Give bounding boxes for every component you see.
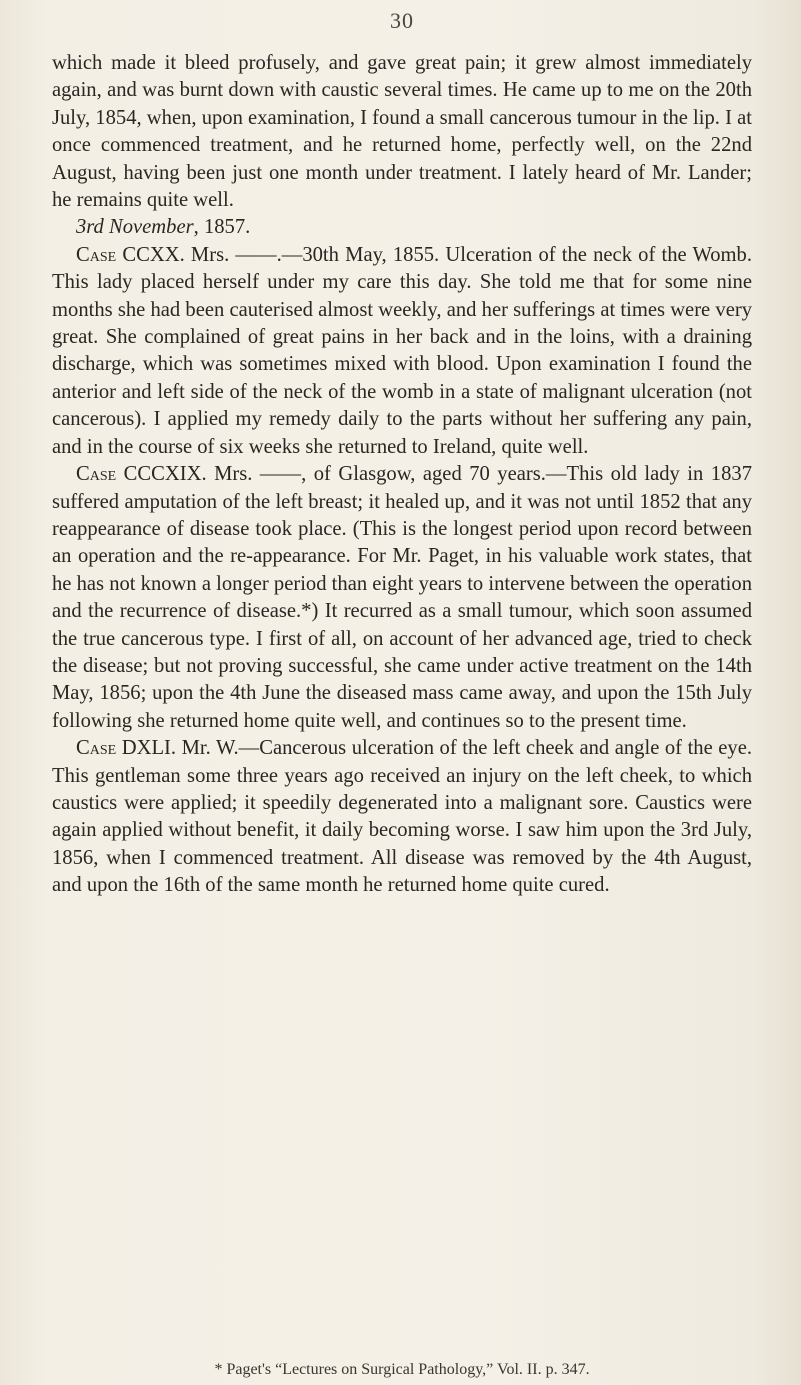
footnote: * Paget's “Lectures on Surgical Pathology,” Vol. II. p. 347. xyxy=(214,1361,590,1378)
dateline-year: , 1857. xyxy=(193,216,251,239)
case-text: Mr. W.—Cancerous ulceration of the left cheek and angle of the eye. This gentleman some three years ago received an injury on the left cheek, to which caustics were applied; it speedily degenerated into a malignant sore. Caustics were again applied without benefit, it daily becoming worse. I saw him upon the 3rd July, 1856, when I commenced treatment. All disease was removed by the 4th August, and upon the 16th of the same month he returned home quite cured. xyxy=(52,737,752,897)
case-text: Mrs. ——.—30th May, 1855. Ulceration of the neck of the Womb. This lady placed herself under my care this day. She told me that for some nine months she had been cauterised almost weekly, and her sufferings at times were very great. She complained of great pains in her back and in the loins, with a draining discharge, which was sometimes mixed with blood. Upon examination I found the anterior and left side of the neck of the womb in a state of malignant ulceration (not cancerous). I applied my remedy daily to the parts without her suffering any pain, and in the course of six weeks she returned to Ireland, quite well. xyxy=(52,243,752,458)
case-heading: Case CCCXIX. xyxy=(76,463,207,486)
case-ccxx-paragraph xyxy=(52,242,752,461)
case-heading: Case DXLI. xyxy=(76,737,177,760)
paragraph-continuation: which made it bleed profusely, and gave great pain; it grew almost immediately again, and was burnt down with caustic several times. He came up to me on the 20th July, 1854, when, upon examination, I found a small cancerous tumour in the lip. I at once commenced treatment, and he returned home, perfectly well, on the 22nd August, having been just one month under treatment. I lately heard of Mr. Lander; he remains quite well. xyxy=(52,52,752,212)
case-text: Mrs. ——, of Glasgow, aged 70 years.—This old lady in 1837 suffered amputation of the left breast; it healed up, and it was not until 1852 that any reappearance of disease took place. (This is the longest period upon record between an operation and the re-appearance. For Mr. Paget, in his valuable work states, that he has not known a longer period than eight years to intervene between the operation and the recurrence of disease.*) It recurred as a small tumour, which soon assumed the true cancerous type. I first of all, on account of her advanced age, tried to check the disease; but not proving successful, she came under active treatment on the 14th May, 1856; upon the 4th June the diseased mass came away, and upon the 15th July following she returned home quite well, and continues so to the present time. xyxy=(52,463,752,732)
case-heading: Case CCXX. xyxy=(76,243,185,266)
dateline xyxy=(52,214,752,241)
case-cccxix-paragraph xyxy=(52,461,752,735)
dateline-date: 3rd November xyxy=(76,216,194,239)
body-text xyxy=(52,50,752,900)
page-number: 30 xyxy=(390,8,414,33)
case-dxli-paragraph xyxy=(52,735,752,899)
